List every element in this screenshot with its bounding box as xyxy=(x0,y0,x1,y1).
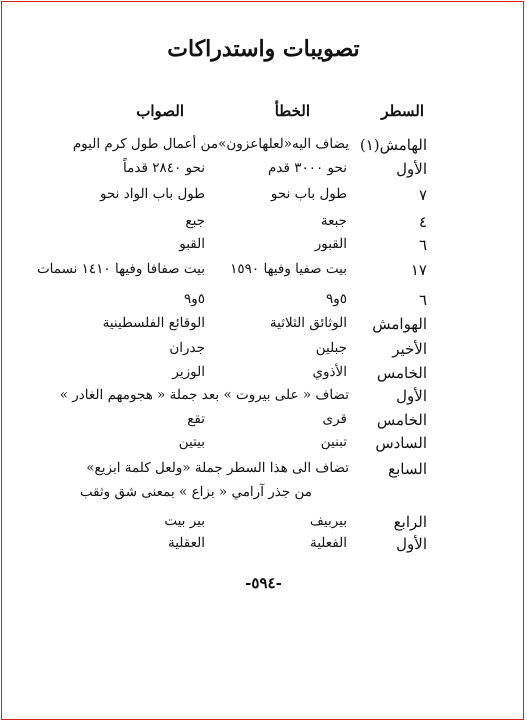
row-line: السابع xyxy=(388,460,427,478)
row-right: العقلية xyxy=(168,535,205,551)
errata-row xyxy=(0,186,527,210)
row-note: يضاف اليه«لعلهاعزون»من أعمال طول كرم اليوم xyxy=(72,136,349,152)
row-wrong: الوثائق الثلاثية xyxy=(269,315,347,331)
row-line: الأول xyxy=(396,387,427,405)
errata-row xyxy=(0,261,527,285)
row-note: تضاف « على بيروت » بعد جملة « هجومهم الغادر » xyxy=(59,387,349,403)
row-wrong: جبلين xyxy=(315,340,347,356)
header-right: الصواب xyxy=(136,102,184,120)
row-line: الرابع xyxy=(393,513,427,531)
errata-row xyxy=(0,364,527,388)
row-line: الأول xyxy=(396,535,427,553)
row-right: طول باب الواد نحو xyxy=(99,186,205,202)
row-line: السادس xyxy=(375,434,427,452)
errata-row xyxy=(0,484,527,508)
row-line: الخامس xyxy=(376,411,427,429)
row-note-continued: من جذر آرامي « بزاع » بمعنى شق وثقب xyxy=(79,484,312,500)
errata-row xyxy=(0,513,527,537)
row-line: الخامس xyxy=(376,364,427,382)
errata-row xyxy=(0,411,527,435)
row-line: ٤ xyxy=(418,213,427,231)
row-note: تضاف الى هذا السطر جملة «ولعل كلمة ابزيع» xyxy=(86,460,349,476)
row-wrong: جبعة xyxy=(320,213,347,229)
row-wrong: نحو ٣٠٠٠ قدم xyxy=(268,160,347,176)
errata-row xyxy=(0,535,527,559)
row-line: ٦ xyxy=(418,236,427,254)
errata-row xyxy=(0,160,527,184)
row-line: الأول xyxy=(396,160,427,178)
row-right: بير بيت xyxy=(164,513,205,529)
row-right: ٥و٩ xyxy=(183,291,205,307)
errata-row xyxy=(0,213,527,237)
row-line: ١٧ xyxy=(410,261,427,279)
row-wrong: طول باب نحو xyxy=(270,186,347,202)
row-wrong: تبنين xyxy=(320,434,347,450)
errata-row xyxy=(0,460,527,484)
row-right: تقع xyxy=(187,411,205,427)
row-right: الوقائع الفلسطينية xyxy=(102,315,205,331)
page-number: -٥٩٤- xyxy=(245,574,282,592)
errata-table xyxy=(0,130,527,600)
row-right: نحو ٢٨٤٠ قدماً xyxy=(123,160,205,176)
row-right: جدران xyxy=(169,340,205,356)
row-right: جبع xyxy=(185,213,205,229)
row-wrong: بيت صفيا وفيها ١٥٩٠ xyxy=(230,261,347,277)
row-right: الوزير xyxy=(172,364,205,380)
row-wrong: بيربيف xyxy=(309,513,347,529)
header-line: السطر xyxy=(381,102,424,120)
row-right: القبو xyxy=(179,236,205,252)
errata-row xyxy=(0,387,527,411)
row-wrong: قرى xyxy=(322,411,347,427)
row-line: الأخير xyxy=(392,340,427,358)
row-right: بيتين xyxy=(178,434,205,450)
row-wrong: الفعلية xyxy=(310,535,347,551)
errata-row xyxy=(0,434,527,458)
header-wrong: الخطأ xyxy=(274,102,310,120)
row-line: الهوامش xyxy=(372,315,427,333)
errata-row xyxy=(0,236,527,260)
row-line: الهامش(١) xyxy=(359,136,427,154)
row-wrong: الأذوي xyxy=(312,364,347,380)
errata-row xyxy=(0,136,527,160)
errata-row xyxy=(0,291,527,315)
page-title: تصويبات واستدراكات xyxy=(167,36,360,62)
row-line: ٧ xyxy=(418,186,427,204)
row-wrong: القبور xyxy=(314,236,347,252)
row-line: ٦ xyxy=(418,291,427,309)
row-wrong: ٥و٩ xyxy=(325,291,347,307)
errata-row xyxy=(0,315,527,339)
row-right: بيت صفافا وفيها ١٤١٠ نسمات xyxy=(36,261,205,277)
errata-row xyxy=(0,340,527,364)
